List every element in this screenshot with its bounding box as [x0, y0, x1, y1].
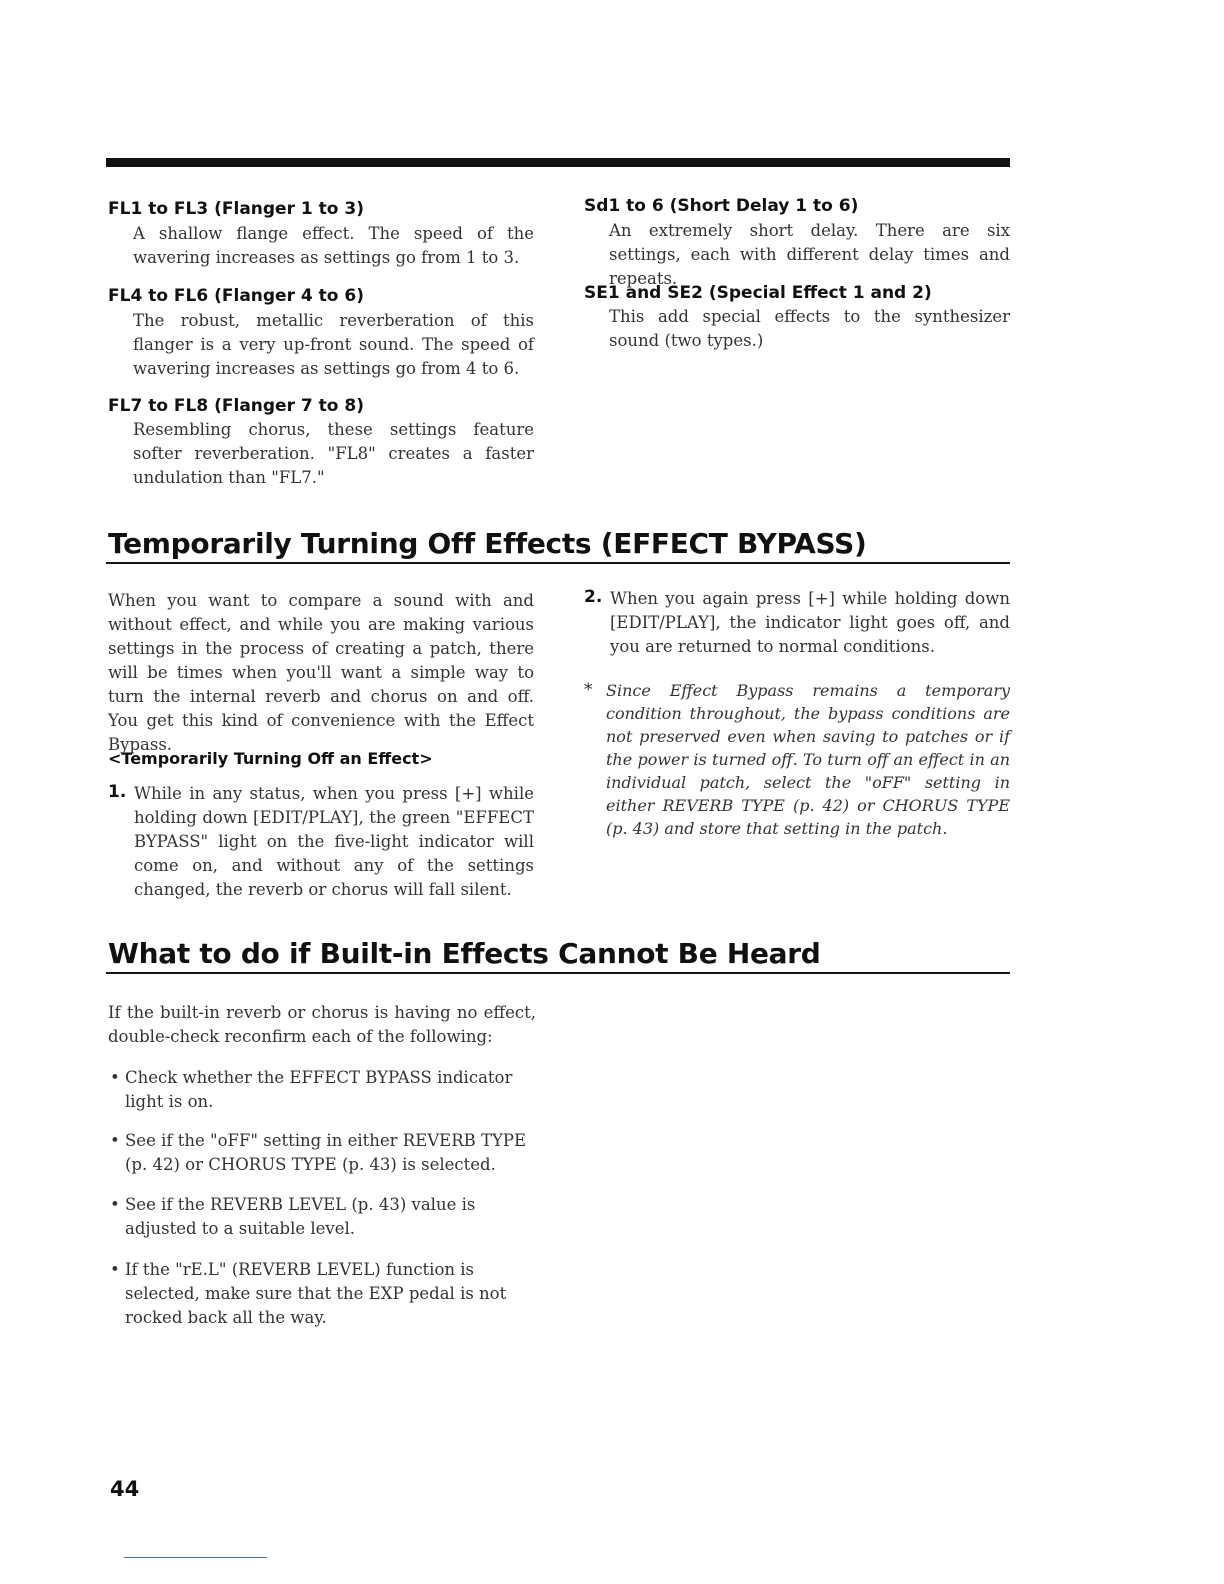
check-item-2: See if the "oFF" setting in either REVERB TYPE (p. 42) or CHORUS TYPE (p. 43) is selected.	[125, 1131, 527, 1174]
cannot-hear-title-rule	[106, 972, 1010, 974]
bypass-section-title: Temporarily Turning Off Effects (EFFECT BYPASS)	[108, 527, 867, 560]
bullet-mark: •	[110, 1068, 120, 1087]
bypass-subheading: <Temporarily Turning Off an Effect>	[108, 749, 433, 768]
se1-se2-text: This add special effects to the synthesizer sound (two types.)	[609, 307, 1010, 350]
step-1-text: While in any status, when you press [+] while holding down [EDIT/PLAY], the green "EFFECT BYPASS" light on the five-light indicator will come on, and without any of the settings changed, the reverb or chorus will fall silent.	[134, 784, 534, 899]
footer-line	[124, 1557, 267, 1558]
step-2-text: When you again press [+] while holding down [EDIT/PLAY], the indicator light goes off, and you are returned to normal conditions.	[610, 589, 1010, 656]
check-item-1: Check whether the EFFECT BYPASS indicator light is on.	[125, 1068, 513, 1111]
fl1-fl3-heading: FL1 to FL3 (Flanger 1 to 3)	[108, 199, 364, 219]
page-number: 44	[110, 1477, 140, 1501]
cannot-hear-section-title: What to do if Built-in Effects Cannot Be Heard	[108, 937, 821, 970]
fl1-fl3-text: A shallow flange effect. The speed of the wavering increases as settings go from 1 to 3.	[133, 224, 534, 267]
sd1-6-text: An extremely short delay. There are six settings, each with different delay times and repeats.	[609, 221, 1010, 288]
se1-se2-heading: SE1 and SE2 (Special Effect 1 and 2)	[584, 283, 932, 303]
sd1-6-heading: Sd1 to 6 (Short Delay 1 to 6)	[584, 196, 859, 216]
step-2-number: 2.	[584, 587, 603, 607]
fl7-fl8-text: Resembling chorus, these settings feature softer reverberation. "FL8" creates a faster undulation than "FL7."	[133, 420, 534, 487]
bypass-title-rule	[106, 562, 1010, 564]
bypass-note: Since Effect Bypass remains a temporary condition throughout, the bypass conditions are not preserved even when saving to patches or if the power is turned off. To turn off an effect in an individual patch, select the "oFF" setting in either REVERB TYPE (p. 42) or CHORUS TYPE (p. 43) and store that setting in the patch.	[606, 681, 1010, 838]
bypass-intro: When you want to compare a sound with and without effect, and while you are making various settings in the process of creating a patch, there will be times when you'll want a simple way to turn the internal reverb and chorus on and off. You get this kind of convenience with the Effect Bypass.	[108, 591, 534, 754]
bullet-mark: •	[110, 1260, 120, 1279]
check-item-3: See if the REVERB LEVEL (p. 43) value is adjusted to a suitable level.	[125, 1195, 476, 1238]
bullet-mark: •	[110, 1195, 120, 1214]
cannot-hear-intro: If the built-in reverb or chorus is having no effect, double-check reconfirm each of the following:	[108, 1003, 536, 1046]
fl4-fl6-heading: FL4 to FL6 (Flanger 4 to 6)	[108, 286, 364, 306]
check-item-4: If the "rE.L" (REVERB LEVEL) function is selected, make sure that the EXP pedal is not rocked back all the way.	[125, 1260, 507, 1327]
top-rule	[106, 158, 1010, 167]
fl4-fl6-text: The robust, metallic reverberation of this flanger is a very up-front sound. The speed of wavering increases as settings go from 4 to 6.	[133, 311, 534, 378]
fl7-fl8-heading: FL7 to FL8 (Flanger 7 to 8)	[108, 396, 364, 416]
step-1-number: 1.	[108, 782, 127, 802]
bullet-mark: •	[110, 1131, 120, 1150]
note-mark: *	[584, 680, 593, 700]
